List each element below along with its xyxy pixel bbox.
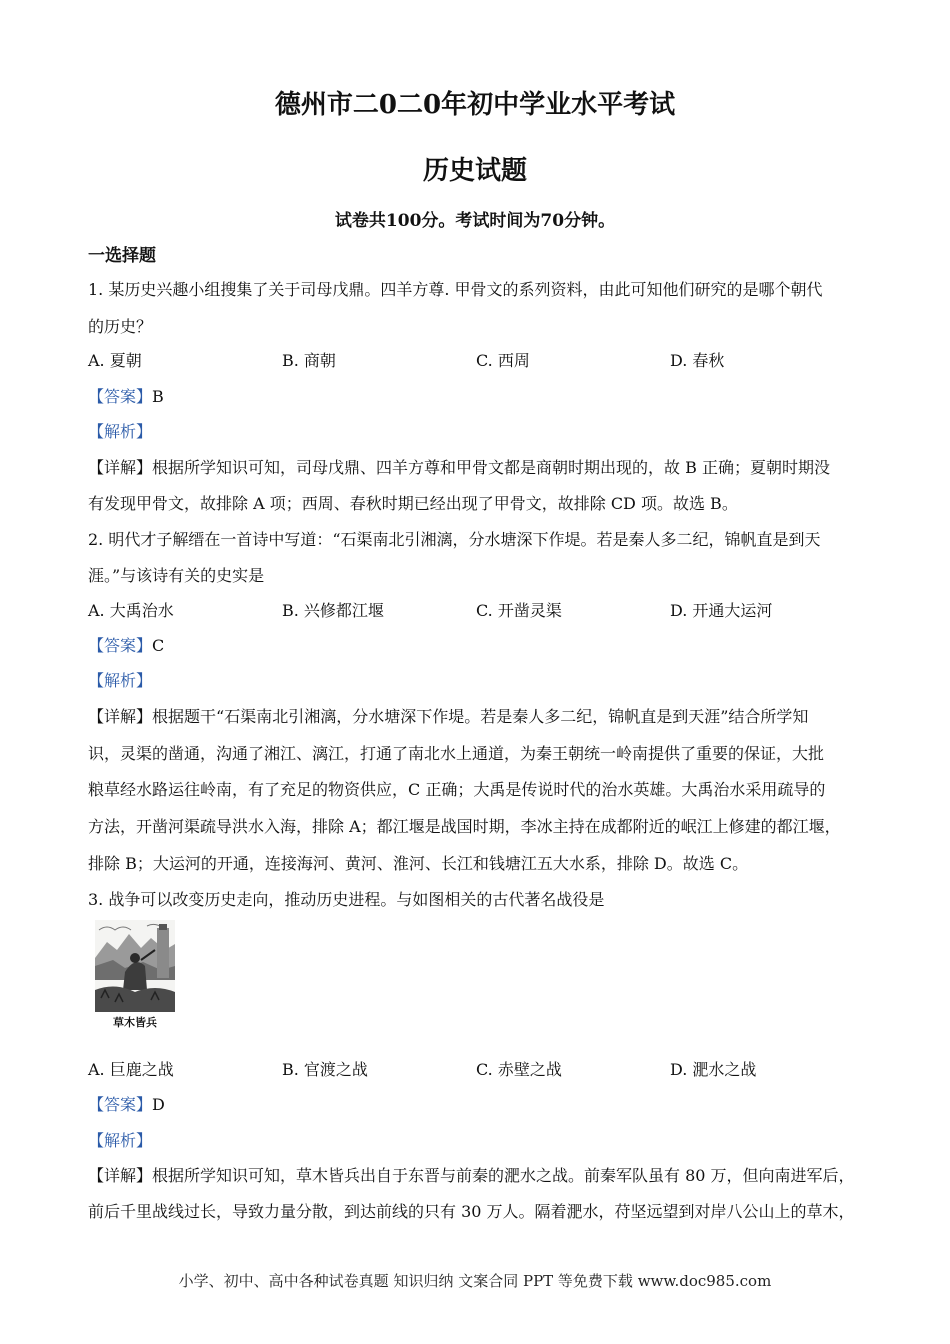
q3-analysis-tag: 【解析】 — [88, 1131, 153, 1150]
q3-option-b: B. 官渡之战 — [282, 1060, 368, 1079]
q1-stem-line1: 1. 某历史兴趣小组搜集了关于司母戊鼎。四羊方尊. 甲骨文的系列资料，由此可知他们研究的是哪个朝代 — [88, 280, 823, 299]
q2-stem-line1: 2. 明代才子解缙在一首诗中写道：“石渠南北引湘漓，分水塘深下作堤。若是秦人多二纪，锦帆直是到天 — [88, 530, 821, 549]
q3-detail-line2: 前后千里战线过长，导致力量分散，到达前线的只有 30 万人。隔着淝水，苻坚远望到对岸八公山上的草木， — [88, 1202, 855, 1221]
q2-detail-line3: 粮草经水路运往岭南，有了充足的物资供应，C 正确；大禹是传说时代的治水英雄。大禹治水采用疏导的 — [88, 780, 826, 799]
figure-caption: 草木皆兵 — [113, 1016, 157, 1029]
section-heading: 一选择题 — [88, 246, 156, 266]
q2-stem-line2: 涯。”与该诗有关的史实是 — [88, 566, 265, 585]
q3-answer — [88, 1092, 165, 1115]
battle-illustration-drawing — [95, 920, 175, 1012]
q1-detail-line1 — [88, 455, 830, 478]
detail-text: 根据所学知识可知，草木皆兵出自于东晋与前秦的淝水之战。前秦军队虽有 80 万，但向南进军后， — [152, 1166, 855, 1185]
detail-text: 根据题干“石渠南北引湘漓，分水塘深下作堤。若是秦人多二纪，锦帆直是到天涯”结合所学知 — [152, 707, 809, 726]
q2-option-a: A. 大禹治水 — [88, 601, 174, 620]
detail-text: 根据所学知识可知，司母戊鼎、四羊方尊和甲骨文都是商朝时期出现的，故 B 正确；夏朝时期没 — [152, 458, 830, 477]
q3-option-c: C. 赤壁之战 — [476, 1060, 562, 1079]
q3-detail-line1 — [88, 1163, 855, 1186]
subject-title: 历史试题 — [422, 156, 527, 186]
q2-detail-line4: 方法，开凿河渠疏导洪水入海，排除 A；都江堰是战国时期，李冰主持在成都附近的岷江上修建的都江堰， — [88, 817, 841, 836]
q2-detail-line5: 排除 B；大运河的开通，连接海河、黄河、淮河、长江和钱塘江五大水系，排除 D。故选 C。 — [88, 854, 749, 873]
detail-tag: 【详解】 — [88, 458, 153, 477]
answer-tag: 【答案】 — [88, 387, 153, 406]
q2-analysis-tag: 【解析】 — [88, 671, 153, 690]
q1-answer — [88, 384, 164, 407]
q1-stem-line2: 的历史？ — [88, 317, 153, 336]
answer-tag: 【答案】 — [88, 636, 153, 655]
exam-info: 试卷共100分。考试时间为70分钟。 — [334, 211, 616, 231]
q3-option-d: D. 淝水之战 — [670, 1060, 757, 1079]
answer-value: D — [152, 1095, 165, 1114]
page-footer: 小学、初中、高中各种试卷真题 知识归纳 文案合同 PPT 等免费下载 www.doc985.com — [178, 1272, 772, 1290]
q2-option-b: B. 兴修都江堰 — [282, 601, 384, 620]
answer-value: B — [152, 387, 164, 406]
q2-option-d: D. 开通大运河 — [670, 601, 773, 620]
detail-tag: 【详解】 — [88, 707, 153, 726]
q1-option-c: C. 西周 — [476, 351, 530, 370]
q2-detail-line1 — [88, 704, 808, 727]
answer-value: C — [152, 636, 165, 655]
q1-option-a: A. 夏朝 — [88, 351, 142, 370]
q3-option-a: A. 巨鹿之战 — [88, 1060, 174, 1079]
q1-analysis-tag: 【解析】 — [88, 422, 153, 441]
detail-tag: 【详解】 — [88, 1166, 153, 1185]
exam-title: 德州市二0二0年初中学业水平考试 — [274, 90, 676, 120]
q1-detail-line2: 有发现甲骨文，故排除 A 项；西周、春秋时期已经出现了甲骨文，故排除 CD 项。故选 B。 — [88, 494, 738, 513]
answer-tag: 【答案】 — [88, 1095, 153, 1114]
battle-illustration — [95, 920, 175, 1032]
q1-option-b: B. 商朝 — [282, 351, 336, 370]
q1-option-d: D. 春秋 — [670, 351, 725, 370]
q2-detail-line2: 识，灵渠的凿通，沟通了湘江、漓江，打通了南北水上通道，为秦王朝统一岭南提供了重要的保证，大批 — [88, 744, 825, 763]
q2-answer — [88, 633, 164, 656]
q3-stem-line1: 3. 战争可以改变历史走向，推动历史进程。与如图相关的古代著名战役是 — [88, 890, 605, 909]
q2-option-c: C. 开凿灵渠 — [476, 601, 562, 620]
